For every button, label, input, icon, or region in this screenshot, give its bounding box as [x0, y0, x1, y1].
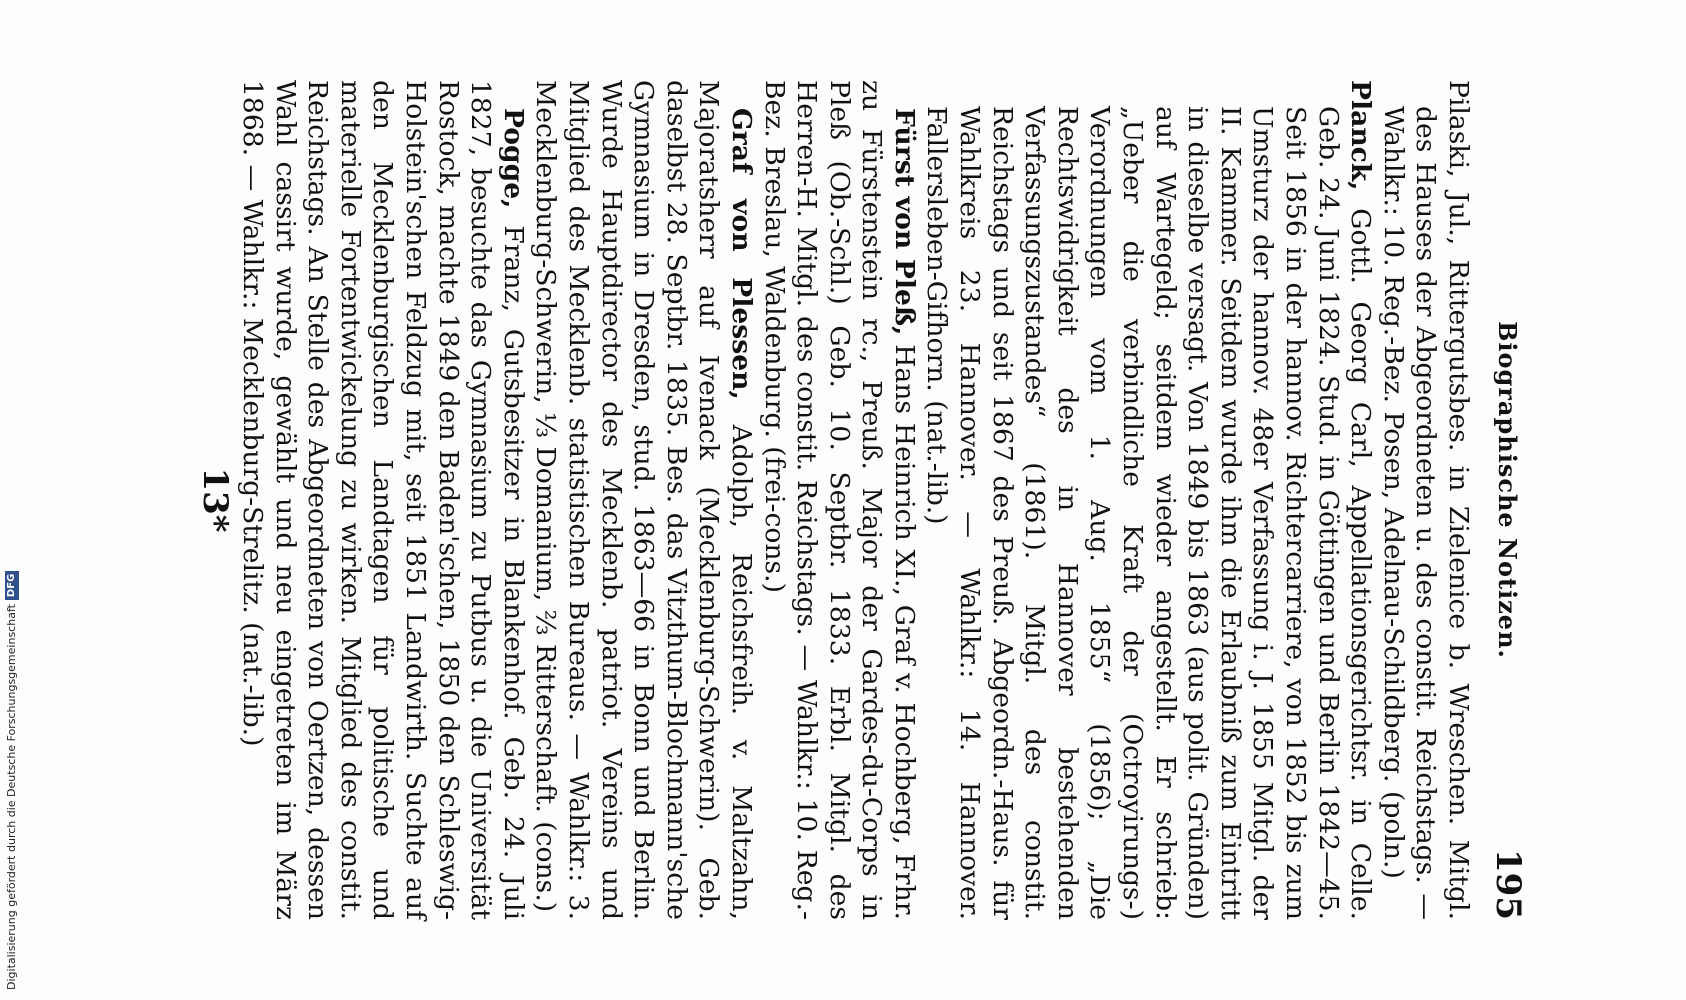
signature-mark: 13* [195, 467, 236, 533]
entry-text: Franz, Gutsbesitzer in Blankenhof. Geb. 24. Juli 1827, besuchte das Gymnasium zu Putbus u. die Universität Rostock, machte 1849 den Baden'schen, 1850 den Schleswig-Holstein'schen Feldzug mit, seit 1851 Landwirth. Suchte auf den Mecklenburgischen Landtagen für politische und materielle Fortentwickelung zu wirken. Mitglied des constit. Reichstags. An Stelle des Abgeordneten von Oertzen, dessen Wahl cassirt wurde, gewählt und neu eingetreten im März 1868. — Wahlkr.: Mecklenburg-Strelitz. (nat.-lib.) [237, 80, 529, 920]
biography-entry [1376, 80, 1474, 920]
rotated-text-block [148, 40, 1528, 940]
text-column [195, 40, 1480, 940]
entry-text: Adolph, Reichsfreih. v. Maltzahn, Majoratsherr auf Ivenack (Mecklenburg-Schwerin). Geb. daselbst 28. Septbr. 1835. Bes. das Vitzthum-Blochmann'sche Gymnasium in Dresden, stud. 1863—66 in Bonn und Berlin. Wurde Hauptdirector des Mecklenb. patriot. Vereins und Mitglied des Mecklenb. statistischen Bureaus. — Wahlkr.: 3. Mecklenburg-Schwerin, ⅓ Domanium, ⅔ Ritterschaft. (cons.) [530, 80, 757, 921]
entry-text: Pilaski, Jul., Rittergutsbes. in Zielenice b. Wreschen. Mitgl. des Hauses der Abgeordneten u. des constit. Reichstags. — Wahlkr.: 10. Reg.-Bez. Posen, Adelnau-Schildberg. (poln.) [1377, 80, 1474, 920]
dfg-side-label [2, 550, 24, 990]
dfg-credit-text: Digitalisierung gefördert durch die Deutsche Forschungsgemeinschaft [5, 604, 18, 990]
entry-text: Hans Heinrich XI., Graf v. Hochberg, Frhr. zu Fürstenstein rc., Preuß. Major der Gardes-du-Corps in Pleß (Ob.-Schl.) Geb. 10. Septbr. 1833. Erbl. Mitgl. des Herren-H. Mitgl. des constit. Reichstags. — Wahlkr.: 10. Reg.-Bez. Breslau, Waldenburg. (frei-cons.) [758, 80, 920, 921]
dfg-side-label-row [2, 550, 22, 990]
running-head-title: Biographische Notizen. [1493, 321, 1522, 659]
page-number: 195 [1488, 849, 1528, 920]
running-head [1480, 40, 1528, 940]
biography-entry [920, 80, 1376, 920]
biography-entry [529, 80, 757, 920]
biography-entry [235, 80, 528, 920]
entry-name: Graf von Plessen, [725, 108, 757, 400]
dfg-logo: DFG [5, 571, 19, 600]
entry-name: Fürst von Pleß, [888, 108, 920, 336]
entry-name: Planck, [1345, 80, 1377, 191]
biography-entry [757, 80, 920, 920]
entry-name: Pogge, [497, 108, 529, 209]
entry-text: Gottl. Georg Carl, Appellationsgerichtsr. in Celle. Geb. 24. Juni 1824. Stud. in Göttingen und Berlin 1842—45. Seit 1856 in der hannov. Richtercarriere, von 1852 bis zum Umsturz der hannov. 48er Verfassung i. J. 1855 Mitgl. der II. Kammer. Seitdem wurde ihm die Erlaubniß zum Eintritt in dieselbe versagt. Von 1849 bis 1863 (aus polit. Gründen) auf Wartegeld; seitdem wieder angestellt. Er schrieb: „Ueber die verbindliche Kraft der (Octroyirungs-) Verordnungen vom 1. Aug. 1855“ (1856); „Die Rechtswidrigkeit des in Hannover bestehenden Verfassungszustandes“ (1861). Mitgl. des constit. Reichstags und seit 1867 des Preuß. Abgeordn.-Haus. für Wahlkreis 23. Hannover. — Wahlkr.: 14. Hannover. Fallersleben-Gifhorn. (nat.-lib.) [921, 106, 1377, 920]
